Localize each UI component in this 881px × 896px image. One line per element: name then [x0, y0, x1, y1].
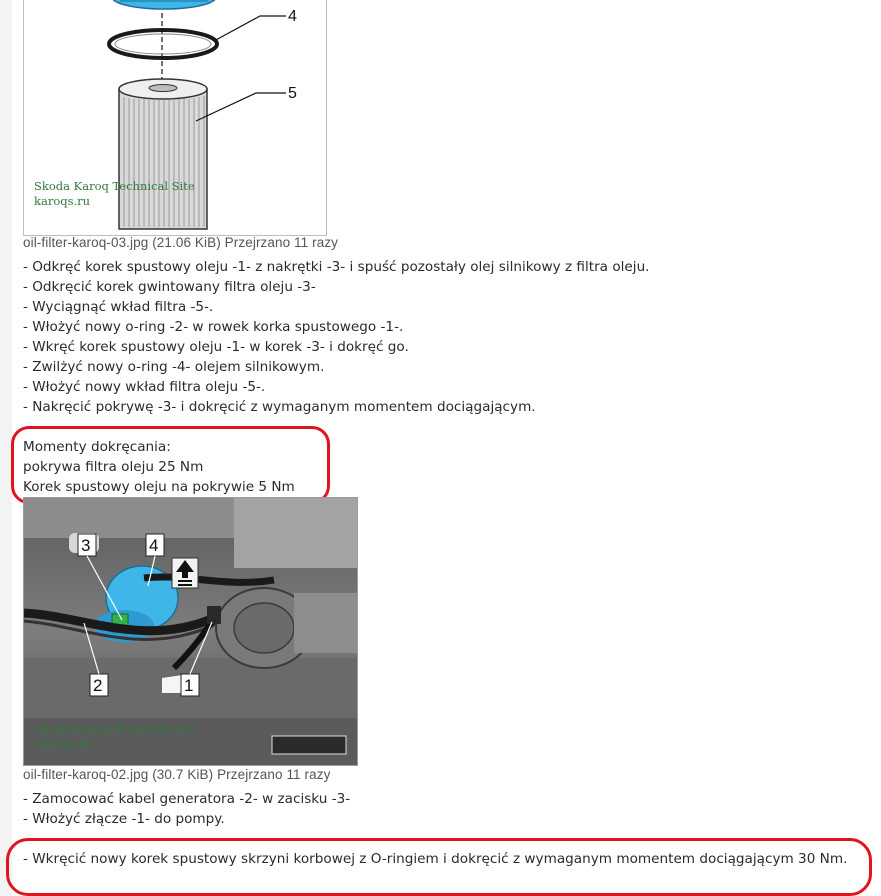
- left-margin-bar: [0, 0, 12, 896]
- list-item: - Odkręć korek spustowy oleju -1- z nakrętki -3- i spuść pozostały olej silnikowy z filtra oleju.: [23, 259, 650, 275]
- list-item: - Zwilżyć nowy o-ring -4- olejem silnikowym.: [23, 359, 325, 375]
- list-item: - Wyciągnąć wkład filtra -5-.: [23, 299, 214, 315]
- list-item: - Włożyć nowy o-ring -2- w rowek korka spustowego -1-.: [23, 319, 404, 335]
- diagram-label-4: 4: [288, 8, 297, 25]
- moments-line: pokrywa filtra oleju 25 Nm: [23, 459, 204, 475]
- final-step: - Wkręcić nowy korek spustowy skrzyni korbowej z O-ringiem i dokręcić z wymaganym momentem dociągającym 30 Nm.: [23, 851, 848, 867]
- list-item: - Wkręć korek spustowy oleju -1- w korek -3- i dokręć go.: [23, 339, 409, 355]
- watermark: Skoda Karoq Technical Site karoqs.ru: [34, 179, 195, 208]
- oil-filter-photo-image[interactable]: [23, 497, 358, 766]
- torque-moments: [23, 437, 295, 497]
- photo-label-2: 2: [93, 676, 103, 695]
- steps-list-1: [23, 257, 650, 417]
- image-caption-1: oil-filter-karoq-03.jpg (21.06 KiB) Przejrzano 11 razy: [23, 235, 339, 250]
- list-item: - Odkręcić korek gwintowany filtra oleju -3-: [23, 279, 316, 295]
- list-item: - Zamocować kabel generatora -2- w zacisku -3-: [23, 791, 351, 807]
- photo-label-1: 1: [184, 676, 194, 695]
- steps-list-2: [23, 789, 350, 829]
- photo-label-4: 4: [149, 536, 159, 555]
- list-item: - Nakręcić pokrywę -3- i dokręcić z wymaganym momentem dociągającym.: [23, 399, 536, 415]
- list-item: - Włożyć złącze -1- do pompy.: [23, 811, 225, 827]
- moments-title: Momenty dokręcania:: [23, 439, 171, 455]
- oil-filter-diagram-image[interactable]: [23, 0, 327, 236]
- image-caption-2: oil-filter-karoq-02.jpg (30.7 KiB) Przejrzano 11 razy: [23, 767, 331, 782]
- list-item: - Włożyć nowy wkład filtra oleju -5-.: [23, 379, 266, 395]
- photo-label-3: 3: [81, 536, 91, 555]
- moments-line: Korek spustowy oleju na pokrywie 5 Nm: [23, 479, 295, 495]
- watermark: Skoda Karoq Technical Site karoqs.ru: [36, 722, 197, 751]
- diagram-label-5: 5: [288, 85, 297, 102]
